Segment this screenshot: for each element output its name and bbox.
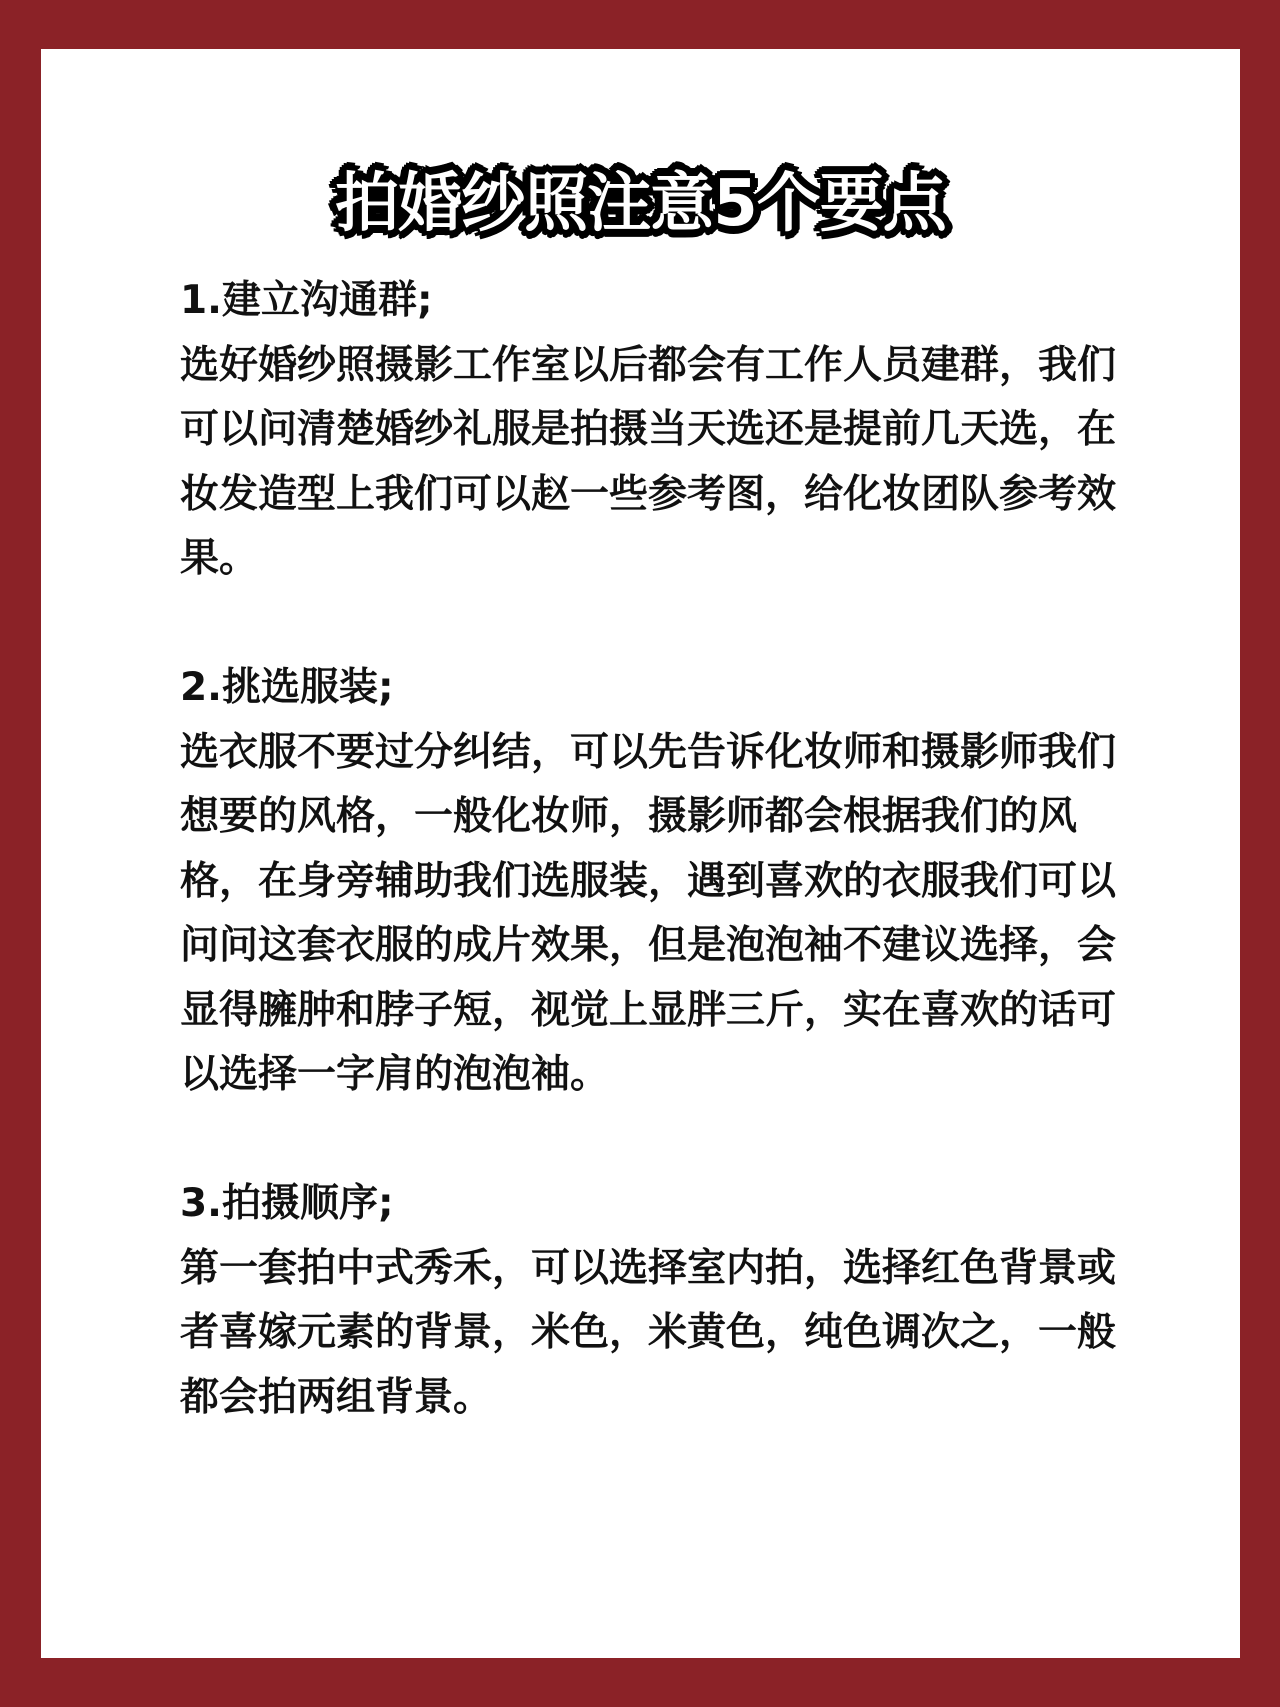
page-title: 拍婚纱照注意5个要点: [335, 167, 946, 241]
article-content: [180, 269, 1120, 1430]
section-body: 第一套拍中式秀禾，可以选择室内拍，选择红色背景或者喜嫁元素的背景，米色，米黄色，纯色调次之，一般都会拍两组背景。: [180, 1245, 1117, 1420]
section-heading: 2.挑选服装;: [180, 665, 394, 710]
section-heading: 1.建立沟通群;: [180, 278, 433, 323]
section-heading: 3.拍摄顺序;: [180, 1181, 394, 1226]
title-area: [41, 161, 1240, 247]
section-body: 选好婚纱照摄影工作室以后都会有工作人员建群，我们可以问清楚婚纱礼服是拍摄当天选还是提前几天选，在妆发造型上我们可以赵一些参考图，给化妆团队参考效果。: [180, 342, 1117, 581]
section-shooting-order: [180, 1172, 1120, 1430]
content-card: [41, 49, 1240, 1658]
section-communication-group: [180, 269, 1120, 592]
section-choose-clothing: [180, 656, 1120, 1108]
section-body: 选衣服不要过分纠结，可以先告诉化妆师和摄影师我们想要的风格，一般化妆师，摄影师都会根据我们的风格，在身旁辅助我们选服装，遇到喜欢的衣服我们可以问问这套衣服的成片效果，但是泡泡袖不建议选择，会显得臃肿和脖子短，视觉上显胖三斤，实在喜欢的话可以选择一字肩的泡泡袖。: [180, 729, 1117, 1097]
